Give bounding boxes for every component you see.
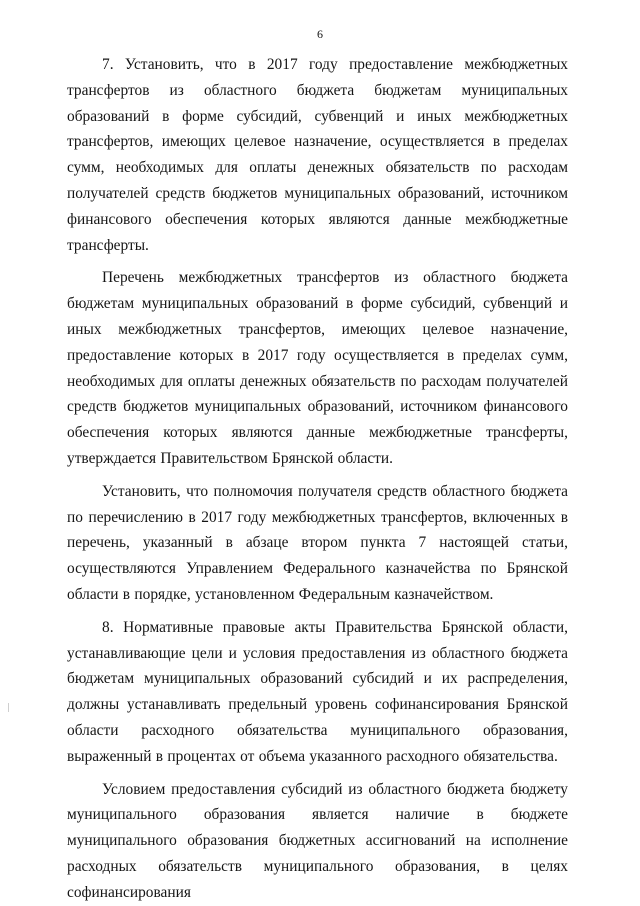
paragraph-subsidy-condition: Условием предоставления субсидий из областного бюджета бюджету муниципального образования является наличие в бюджете муниципального образования бюджетных ассигнований на исполнение расходных обязательств муниципального образования, в целях софинансирования <box>67 780 568 901</box>
document-body <box>67 52 568 906</box>
paragraph-transfer-list: Перечень межбюджетных трансфертов из областного бюджета бюджетам муниципальных образований в форме субсидий, субвенций и иных межбюджетных трансфертов, имеющих целевое назначение, предоставление которых в 2017 году осуществляется в пределах сумм, необходимых для оплаты денежных обязательств по расходам получателей средств бюджетов муниципальных образований, источником финансового обеспечения которых являются данные межбюджетные трансферты, утверждается Правительством Брянской области. <box>67 269 568 467</box>
paragraph-recipient-powers: Установить, что полномочия получателя средств областного бюджета по перечислению в 2017 году межбюджетных трансфертов, включенных в перечень, указанный в абзаце втором пункта 7 настоящей статьи, осуществляются Управлением Федерального казначейства по Брянской области в порядке, установленном Федеральным казначейством. <box>67 482 568 603</box>
margin-mark <box>8 703 9 712</box>
paragraph-item-8: 8. Нормативные правовые акты Правительства Брянской области, устанавливающие цели и условия предоставления из областного бюджета бюджетам муниципальных образований субсидий и их распределения, должны устанавливать предельный уровень софинансирования Брянской области расходного обязательства муниципального образования, выраженный в процентах от объема указанного расходного обязательства. <box>67 618 568 765</box>
paragraph-item-7: 7. Установить, что в 2017 году предоставление межбюджетных трансфертов из областного бюджета бюджетам муниципальных образований в форме субсидий, субвенций и иных межбюджетных трансфертов, имеющих целевое назначение, осуществляется в пределах сумм, необходимых для оплаты денежных обязательств по расходам получателей средств бюджетов муниципальных образований, источником финансового обеспечения которых являются данные межбюджетные трансферты. <box>67 56 568 254</box>
page-number: 6 <box>317 27 323 41</box>
